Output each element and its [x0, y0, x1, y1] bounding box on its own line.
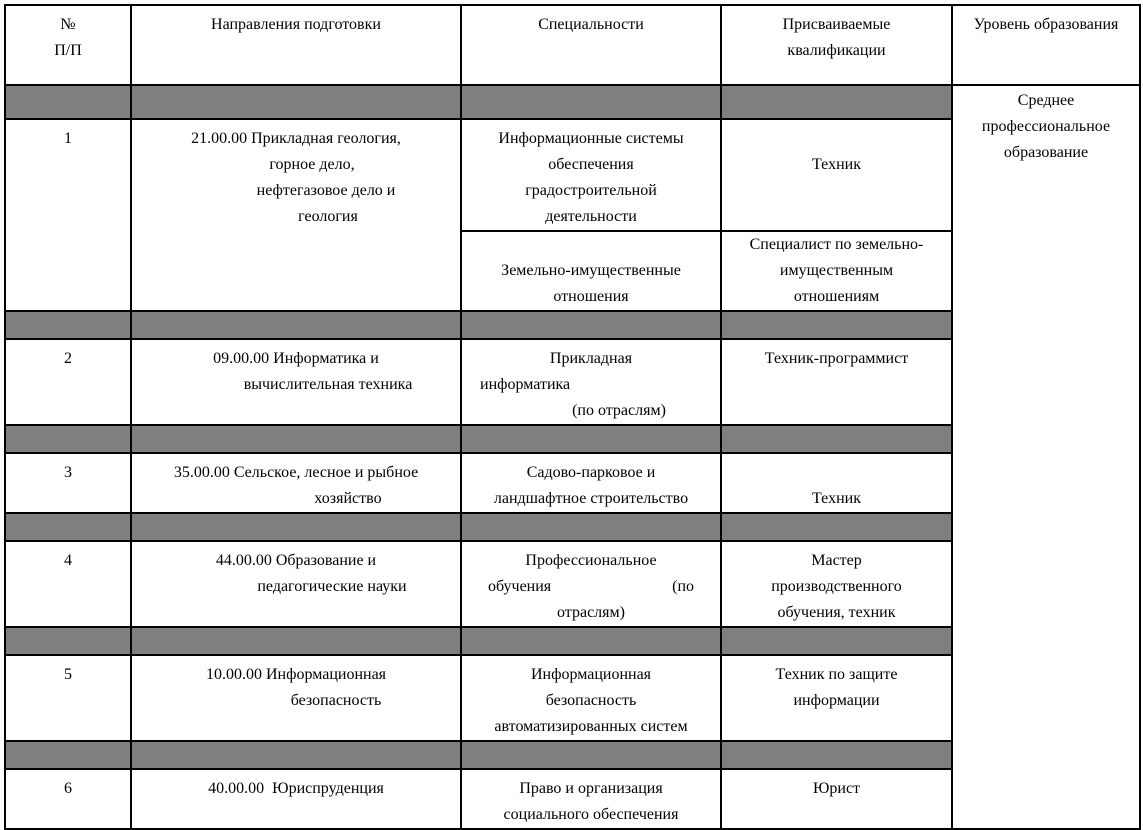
row-specialty: Право и организация социального обеспечения [461, 769, 721, 829]
header-row [5, 5, 1140, 85]
education-level: Среднее профессиональное образование [952, 85, 1140, 829]
separator-row [5, 85, 1140, 119]
row-direction: 44.00.00 Образование и педагогические науки [131, 541, 461, 627]
header-level: Уровень образования [952, 5, 1140, 85]
row-specialty [461, 339, 721, 425]
specialty-line: Прикладная [549, 350, 633, 367]
separator-cell [721, 513, 952, 541]
row-specialty: Земельно-имущественные отношения [461, 231, 721, 311]
separator-cell [131, 85, 461, 119]
separator-cell [131, 741, 461, 769]
row-specialty: Информационная безопасность автоматизированных систем [461, 655, 721, 741]
separator-cell [131, 311, 461, 339]
row-specialty [461, 541, 721, 627]
row-num: 1 [5, 119, 131, 311]
separator-cell [131, 425, 461, 453]
separator-cell [461, 741, 721, 769]
row-qualification: Юрист [721, 769, 952, 829]
row-direction: 40.00.00 Юриспруденция [131, 769, 461, 829]
row-qualification: Техник [721, 119, 952, 231]
separator-cell [5, 627, 131, 655]
separator-cell [461, 311, 721, 339]
separator-cell [5, 425, 131, 453]
specialty-word: обучения [488, 578, 552, 595]
separator-cell [131, 513, 461, 541]
separator-cell [461, 513, 721, 541]
specialty-line [488, 574, 694, 600]
separator-cell [461, 85, 721, 119]
row-specialty: Информационные системы обеспечения градостроительной деятельности [461, 119, 721, 231]
row-direction: 10.00.00 Информационная безопасность [131, 655, 461, 741]
row-qualification: Мастер производственного обучения, техник [721, 541, 952, 627]
separator-cell [721, 627, 952, 655]
separator-cell [5, 513, 131, 541]
row-num: 6 [5, 769, 131, 829]
row-num: 2 [5, 339, 131, 425]
separator-cell [721, 311, 952, 339]
separator-cell [5, 741, 131, 769]
separator-cell [461, 627, 721, 655]
row-direction: 35.00.00 Сельское, лесное и рыбное хозяйство [131, 453, 461, 513]
row-qualification: Техник-программист [721, 339, 952, 425]
row-direction: 21.00.00 Прикладная геология, горное дело, нефтегазовое дело и геология [131, 119, 461, 311]
header-direction: Направления подготовки [131, 5, 461, 85]
separator-cell [5, 311, 131, 339]
programs-table [4, 4, 1141, 830]
table-container [4, 4, 1141, 830]
row-qualification: Техник [721, 453, 952, 513]
separator-cell [5, 85, 131, 119]
specialty-line: (по отраслям) [572, 402, 666, 419]
separator-cell [131, 627, 461, 655]
specialty-line: Профессиональное [525, 552, 657, 569]
separator-cell [461, 425, 721, 453]
row-qualification: Специалист по земельно- имущественным отношениям [721, 231, 952, 311]
specialty-line: отраслям) [557, 604, 625, 621]
specialty-line: информатика [480, 376, 571, 393]
row-direction: 09.00.00 Информатика и вычислительная техника [131, 339, 461, 425]
header-qualification: Присваиваемые квалификации [721, 5, 952, 85]
row-num: 3 [5, 453, 131, 513]
header-num: № П/П [5, 5, 131, 85]
row-qualification: Техник по защите информации [721, 655, 952, 741]
row-specialty: Садово-парковое и ландшафтное строительство [461, 453, 721, 513]
specialty-word: (по [672, 578, 694, 595]
row-num: 5 [5, 655, 131, 741]
separator-cell [721, 741, 952, 769]
separator-cell [721, 85, 952, 119]
row-num: 4 [5, 541, 131, 627]
separator-cell [721, 425, 952, 453]
header-specialty: Специальности [461, 5, 721, 85]
